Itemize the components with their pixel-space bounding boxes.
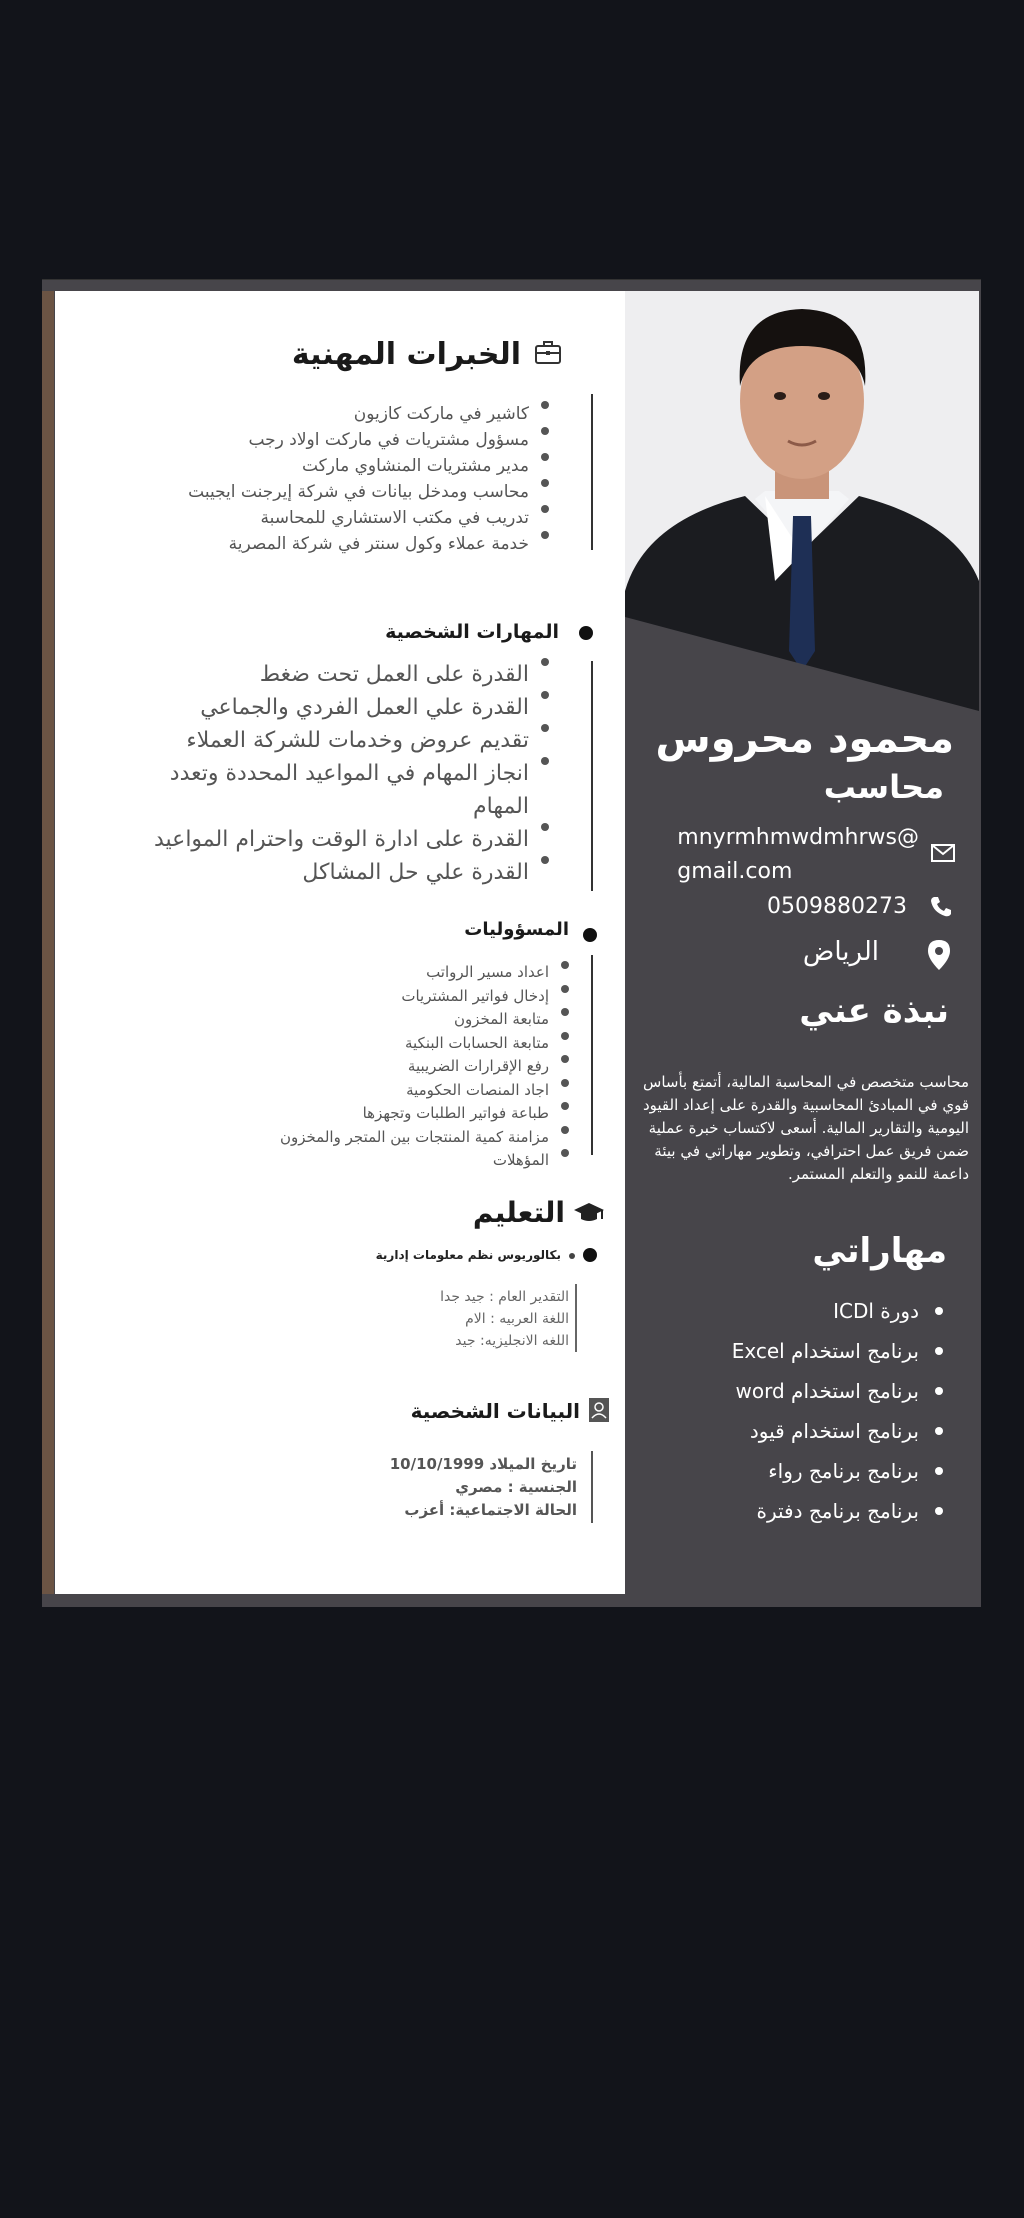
list-item: مدير مشتريات المنشاوي ماركت <box>188 453 555 479</box>
responsibilities-line <box>591 955 593 1155</box>
list-item: القدرة علي العمل الفردي والجماعي <box>125 691 555 724</box>
education-degree-text: بكالوريوس نظم معلومات إدارية <box>375 1248 561 1262</box>
education-detail: التقدير العام : جيد جدا <box>440 1289 569 1305</box>
graduation-cap-icon <box>573 1198 605 1231</box>
experience-line <box>591 394 593 550</box>
education-section-title <box>473 1196 605 1231</box>
responsibilities-title: المسؤوليات <box>464 919 569 940</box>
email-text[interactable] <box>677 821 919 889</box>
list-item: القدرة على ادارة الوقت واحترام المواعيد <box>125 823 555 856</box>
skills-list <box>732 1291 949 1531</box>
experience-list <box>188 401 555 557</box>
personal-data-section-title <box>411 1397 610 1428</box>
profile-photo <box>625 291 979 711</box>
list-item: المؤهلات <box>280 1149 575 1173</box>
list-item: مسؤول مشتريات في ماركت اولاد رجب <box>188 427 555 453</box>
list-item: القدرة علي حل المشاكل <box>125 856 555 889</box>
list-item: برنامج استخدام Excel <box>732 1331 949 1371</box>
education-detail: اللغة العربيه : الام <box>465 1311 569 1327</box>
email-line-1: mnyrmhmwdmhrws@ <box>677 825 919 850</box>
list-item: اجاد المنصات الحكومية <box>280 1079 575 1103</box>
accent-strip <box>42 291 54 1594</box>
personal-data-list <box>390 1453 577 1522</box>
list-item: اعداد مسير الرواتب <box>280 961 575 985</box>
personal-data-item: الجنسية : مصري <box>455 1478 577 1496</box>
education-detail: اللغه الانجليزيه: جيد <box>455 1333 569 1349</box>
main-column <box>55 291 625 1594</box>
education-details <box>440 1286 569 1352</box>
list-item: برنامج برنامج دفترة <box>732 1491 949 1531</box>
list-item: برنامج استخدام قيود <box>732 1411 949 1451</box>
personal-skills-title: المهارات الشخصية <box>385 621 559 643</box>
phone-icon <box>929 895 953 923</box>
personal-skills-line <box>591 661 593 891</box>
timeline-dot <box>583 928 597 942</box>
list-item: برنامج استخدام word <box>732 1371 949 1411</box>
personal-skills-list <box>125 658 555 889</box>
list-item: تقديم عروض وخدمات للشركة العملاء <box>125 724 555 757</box>
experience-section-title <box>292 337 563 374</box>
timeline-dot <box>579 626 593 640</box>
list-item: محاسب ومدخل بيانات في شركة إيرجنت ايجيبت <box>188 479 555 505</box>
about-title: نبذة عني <box>799 991 949 1031</box>
candidate-job-title: محاسب <box>823 768 944 806</box>
person-badge-icon <box>588 1397 610 1428</box>
list-item: خدمة عملاء وكول سنتر في شركة المصرية <box>188 531 555 557</box>
email-line-2: gmail.com <box>677 859 793 884</box>
education-title-text: التعليم <box>472 1196 565 1229</box>
candidate-name: محمود محروس <box>655 716 954 762</box>
briefcase-icon <box>533 338 563 374</box>
list-item: رفع الإقرارات الضريبية <box>280 1055 575 1079</box>
list-item: القدرة على العمل تحت ضغط <box>125 658 555 691</box>
list-item: انجاز المهام في المواعيد المحددة وتعدد المهام <box>125 757 555 823</box>
personal-data-item: تاريخ الميلاد 10/10/1999 <box>389 1455 577 1473</box>
list-item: متابعة الحسابات البنكية <box>280 1032 575 1056</box>
phone-text[interactable]: 0509880273 <box>767 894 907 919</box>
skills-title: مهاراتي <box>812 1231 947 1271</box>
city-text: الرياض <box>802 937 879 967</box>
list-item: كاشير في ماركت كازيون <box>188 401 555 427</box>
education-line <box>575 1284 577 1352</box>
personal-data-title-text: البيانات الشخصية <box>410 1399 580 1423</box>
list-item: تدريب في مكتب الاستشاري للمحاسبة <box>188 505 555 531</box>
list-item: دورة ICDl <box>732 1291 949 1331</box>
personal-data-item: الحالة الاجتماعية: أعزب <box>404 1501 577 1519</box>
sidebar <box>625 291 979 1594</box>
list-item: إدخال فواتير المشتريات <box>280 985 575 1009</box>
list-item: متابعة المخزون <box>280 1008 575 1032</box>
responsibilities-list <box>280 961 575 1173</box>
list-item: مزامنة كمية المنتجات بين المتجر والمخزون <box>280 1126 575 1150</box>
timeline-dot <box>583 1248 597 1262</box>
about-text: محاسب متخصص في المحاسبة المالية، أتمتع بأساس قوي في المبادئ المحاسبية والقدرة على إعداد القيود اليومية والتقارير المالية. أسعى لاكتساب خبرة عملية ضمن فريق عمل احترافي، وتطوير مهاراتي في بيئة داعمة للنمو والتعلم المستمر. <box>642 1073 969 1183</box>
list-item: برنامج برنامج رواء <box>732 1451 949 1491</box>
envelope-icon <box>931 844 955 866</box>
location-pin-icon <box>927 939 951 975</box>
personal-data-line <box>591 1451 593 1523</box>
education-degree <box>376 1248 575 1262</box>
list-item: طباعة فواتير الطلبات وتجهزها <box>280 1102 575 1126</box>
experience-title-text: الخبرات المهنية <box>291 337 521 372</box>
